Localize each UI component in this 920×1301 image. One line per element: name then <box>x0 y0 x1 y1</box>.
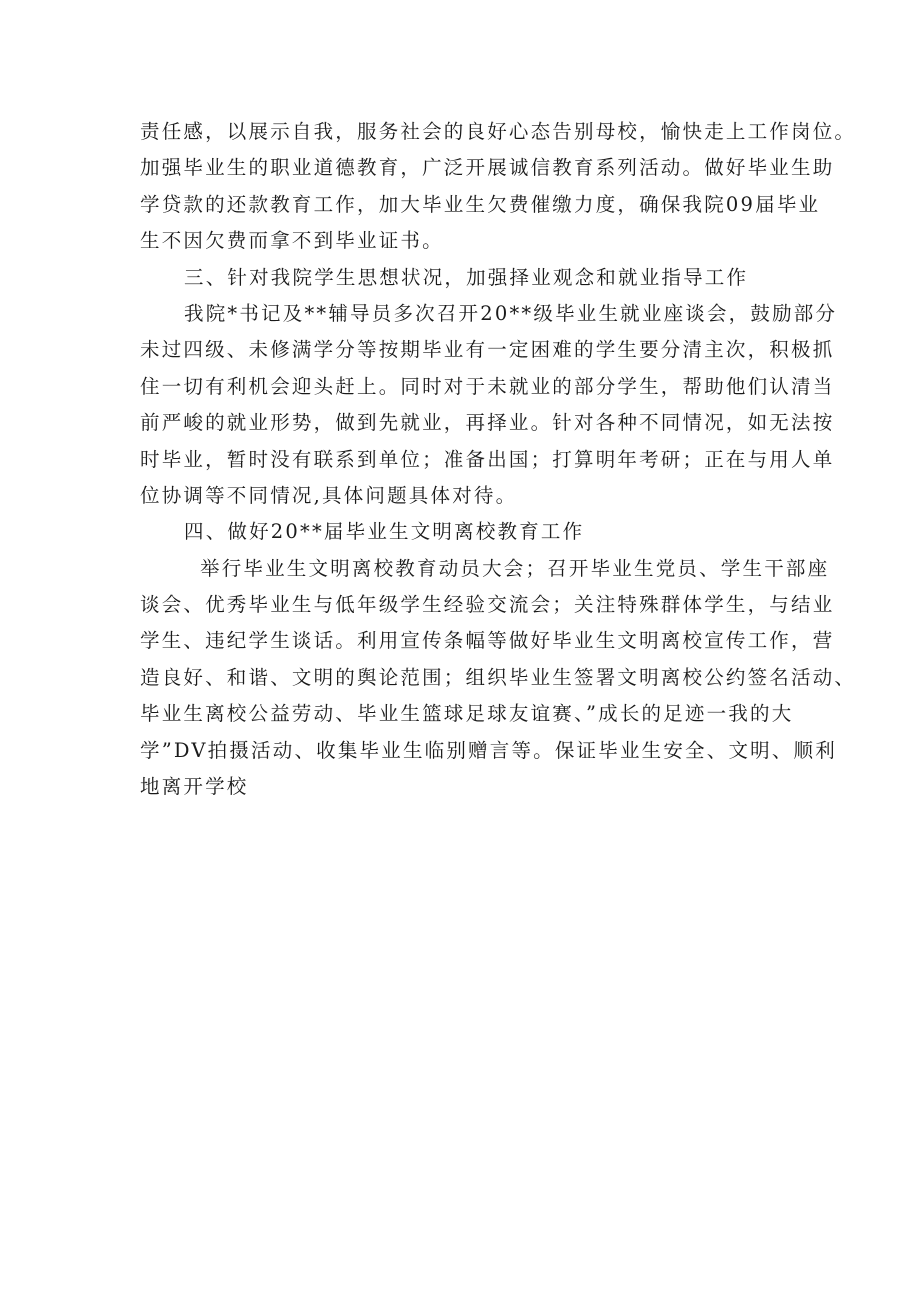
text-line: 前严峻的就业形势，做到先就业，再择业。针对各种不同情况，如无法按 <box>140 411 835 435</box>
text-line: 未过四级、未修满学分等按期毕业有一定困难的学生要分清主次，积极抓 <box>140 338 835 362</box>
text-line: 时毕业，暂时没有联系到单位；准备出国；打算明年考研；正在与用人单 <box>140 447 835 471</box>
text-line: 学”DV拍摄活动、收集毕业生临别赠言等。保证毕业生安全、文明、顺利 <box>140 738 837 762</box>
text-line: 生不因欠费而拿不到毕业证书。 <box>140 229 444 253</box>
text-line: 加强毕业生的职业道德教育，广泛开展诚信教育系列活动。做好毕业生助 <box>140 156 835 180</box>
section-heading-4: 四、做好20**届毕业生文明离校教育工作 <box>184 520 585 544</box>
text-line: 举行毕业生文明离校教育动员大会；召开毕业生党员、学生干部座 <box>200 556 830 580</box>
text-line: 责任感，以展示自我，服务社会的良好心态告别母校，愉快走上工作岗位。 <box>140 120 857 143</box>
text-line: 住一切有利机会迎头赶上。同时对于未就业的部分学生，帮助他们认清当 <box>140 374 835 398</box>
text-line: 毕业生离校公益劳动、毕业生篮球足球友谊赛、”成长的足迹一我的大 <box>140 702 794 726</box>
text-line: 学生、违纪学生谈话。利用宣传条幅等做好毕业生文明离校宣传工作，营 <box>140 629 835 653</box>
section-heading-3: 三、针对我院学生思想状况，加强择业观念和就业指导工作 <box>184 265 749 289</box>
text-line: 我院*书记及**辅导员多次召开20**级毕业生就业座谈会，鼓励部分 <box>184 301 838 325</box>
text-line: 地离开学校 <box>140 775 249 799</box>
text-line: 位协调等不同情况,具体问题具体对待。 <box>140 483 518 507</box>
text-line: 谈会、优秀毕业生与低年级学生经验交流会；关注特殊群体学生，与结业 <box>140 593 835 617</box>
document-body <box>140 114 857 805</box>
text-line: 学贷款的还款教育工作，加大毕业生欠费催缴力度，确保我院09届毕业 <box>140 192 821 216</box>
text-line: 造良好、和谐、文明的舆论范围；组织毕业生签署文明离校公约签名活动、 <box>140 665 857 689</box>
